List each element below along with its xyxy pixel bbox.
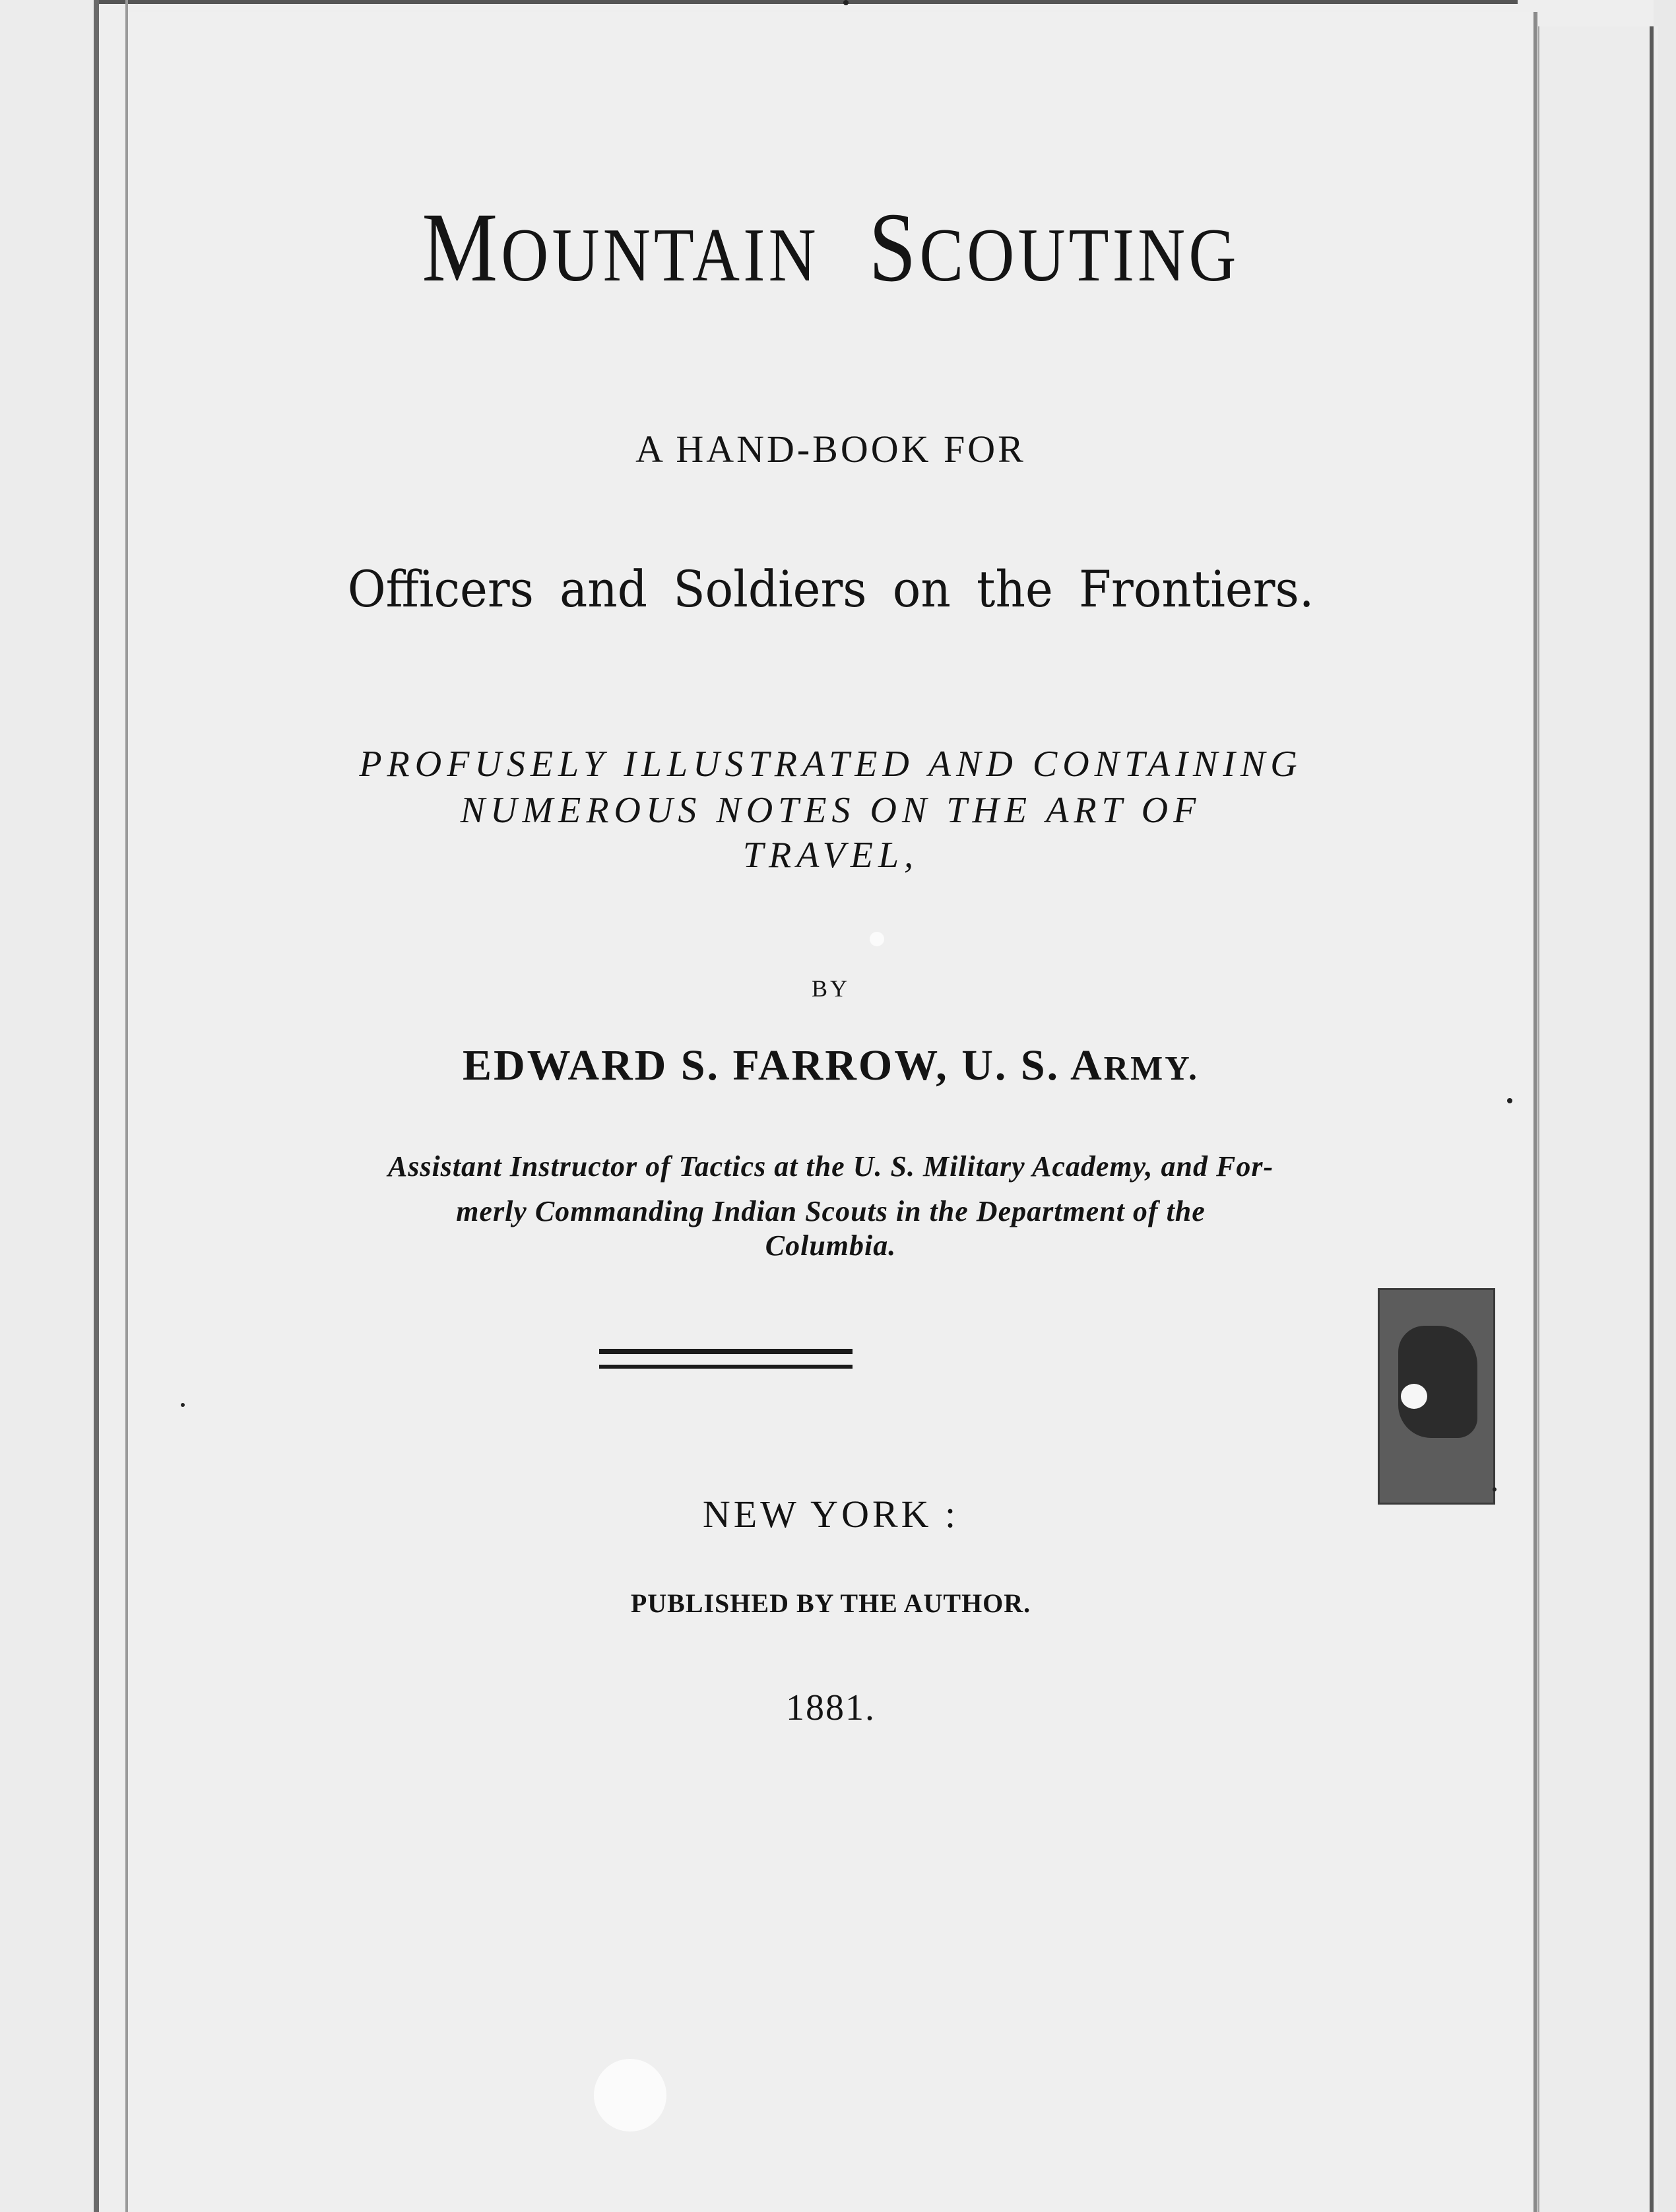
double-rule-bottom [599, 1365, 853, 1369]
author-credentials-line: Columbia. [765, 1229, 897, 1262]
imprint-publisher: PUBLISHED BY THE AUTHOR. [630, 1588, 1031, 1618]
top-page-edge [99, 0, 1518, 4]
binding-tab-spot [1401, 1384, 1427, 1409]
author-credentials-line: Assistant Instructor of Tactics at the U. S. Military Academy, and For- [387, 1150, 1274, 1183]
binding-tab [1378, 1288, 1495, 1505]
left-page-edge [94, 0, 99, 2212]
book-title: MOUNTAIN SCOUTING [422, 193, 1240, 302]
scan-speck [843, 0, 849, 5]
by-line: BY [811, 975, 850, 1002]
illustration-note-line: PROFUSELY ILLUSTRATED AND CONTAINING [359, 744, 1303, 785]
purpose-line: Officers and Soldiers on the Frontiers. [347, 560, 1314, 618]
author-name: EDWARD S. FARROW, U. S. ARMY. [462, 1041, 1200, 1090]
title-page [128, 12, 1537, 2212]
subtitle: A HAND-BOOK FOR [635, 428, 1026, 471]
author-credentials-line: merly Commanding Indian Scouts in the Department of the [456, 1195, 1206, 1227]
scan-blot [870, 932, 884, 946]
illustration-note-line: TRAVEL, [742, 835, 919, 876]
double-rule-top [599, 1349, 853, 1354]
page-binding-line [125, 0, 128, 2212]
scan-speck [1493, 1487, 1497, 1491]
scan-speck [181, 1403, 185, 1407]
illustration-note-line: NUMEROUS NOTES ON THE ART OF [460, 790, 1202, 831]
imprint-year: 1881. [786, 1687, 876, 1728]
imprint-place: NEW YORK : [702, 1493, 959, 1536]
left-margin-strip [0, 0, 94, 2212]
binding-tab-stain [1398, 1326, 1477, 1438]
scan-blot [594, 2059, 666, 2131]
scan-speck [1507, 1098, 1512, 1103]
backing-page [1537, 26, 1658, 2212]
backing-page-edge [1650, 26, 1654, 2212]
